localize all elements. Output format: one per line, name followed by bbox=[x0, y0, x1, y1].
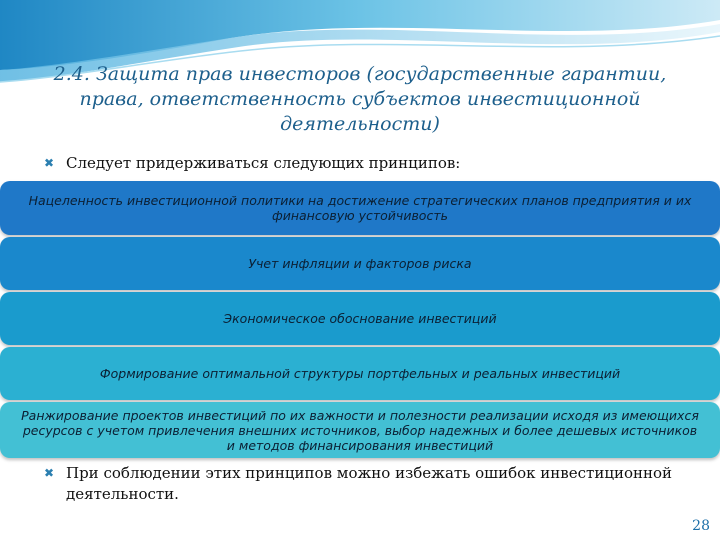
principle-text: Ранжирование проектов инвестиций по их важности и полезности реализации исходя из имеющихся ресурсов с учетом привлечения внешних источников, выбор надежных и более дешевых источников и методов финансирования инвестиций bbox=[21, 407, 699, 453]
principle-box-3 bbox=[0, 292, 720, 345]
principle-text: Учет инфляции и факторов риска bbox=[248, 256, 472, 271]
page-number: 28 bbox=[692, 518, 710, 534]
slide-title: 2.4. Защита прав инвесторов (государственные гарантии, права, ответственность субъектов инвестиционной деятельности) bbox=[53, 63, 667, 135]
principle-box-1 bbox=[0, 181, 720, 235]
principle-text: Нацеленность инвестиционной политики на достижение стратегических планов предприятия и их финансовую устойчивость bbox=[28, 193, 692, 223]
principle-box-4 bbox=[0, 347, 720, 400]
intro-bullet bbox=[44, 153, 694, 174]
cross-bullet-icon: ✖ bbox=[44, 156, 55, 170]
conclusion-text: При соблюдении этих принципов можно избежать ошибок инвестиционной деятельности. bbox=[66, 464, 673, 503]
principle-text: Формирование оптимальной структуры портфельных и реальных инвестиций bbox=[99, 366, 621, 381]
principle-box-2 bbox=[0, 237, 720, 290]
cross-bullet-icon: ✖ bbox=[44, 466, 55, 480]
conclusion-bullet bbox=[44, 463, 694, 505]
principle-text: Экономическое обоснование инвестиций bbox=[223, 311, 497, 326]
intro-text: Следует придерживаться следующих принципов: bbox=[66, 154, 461, 172]
principle-box-5 bbox=[0, 402, 720, 458]
